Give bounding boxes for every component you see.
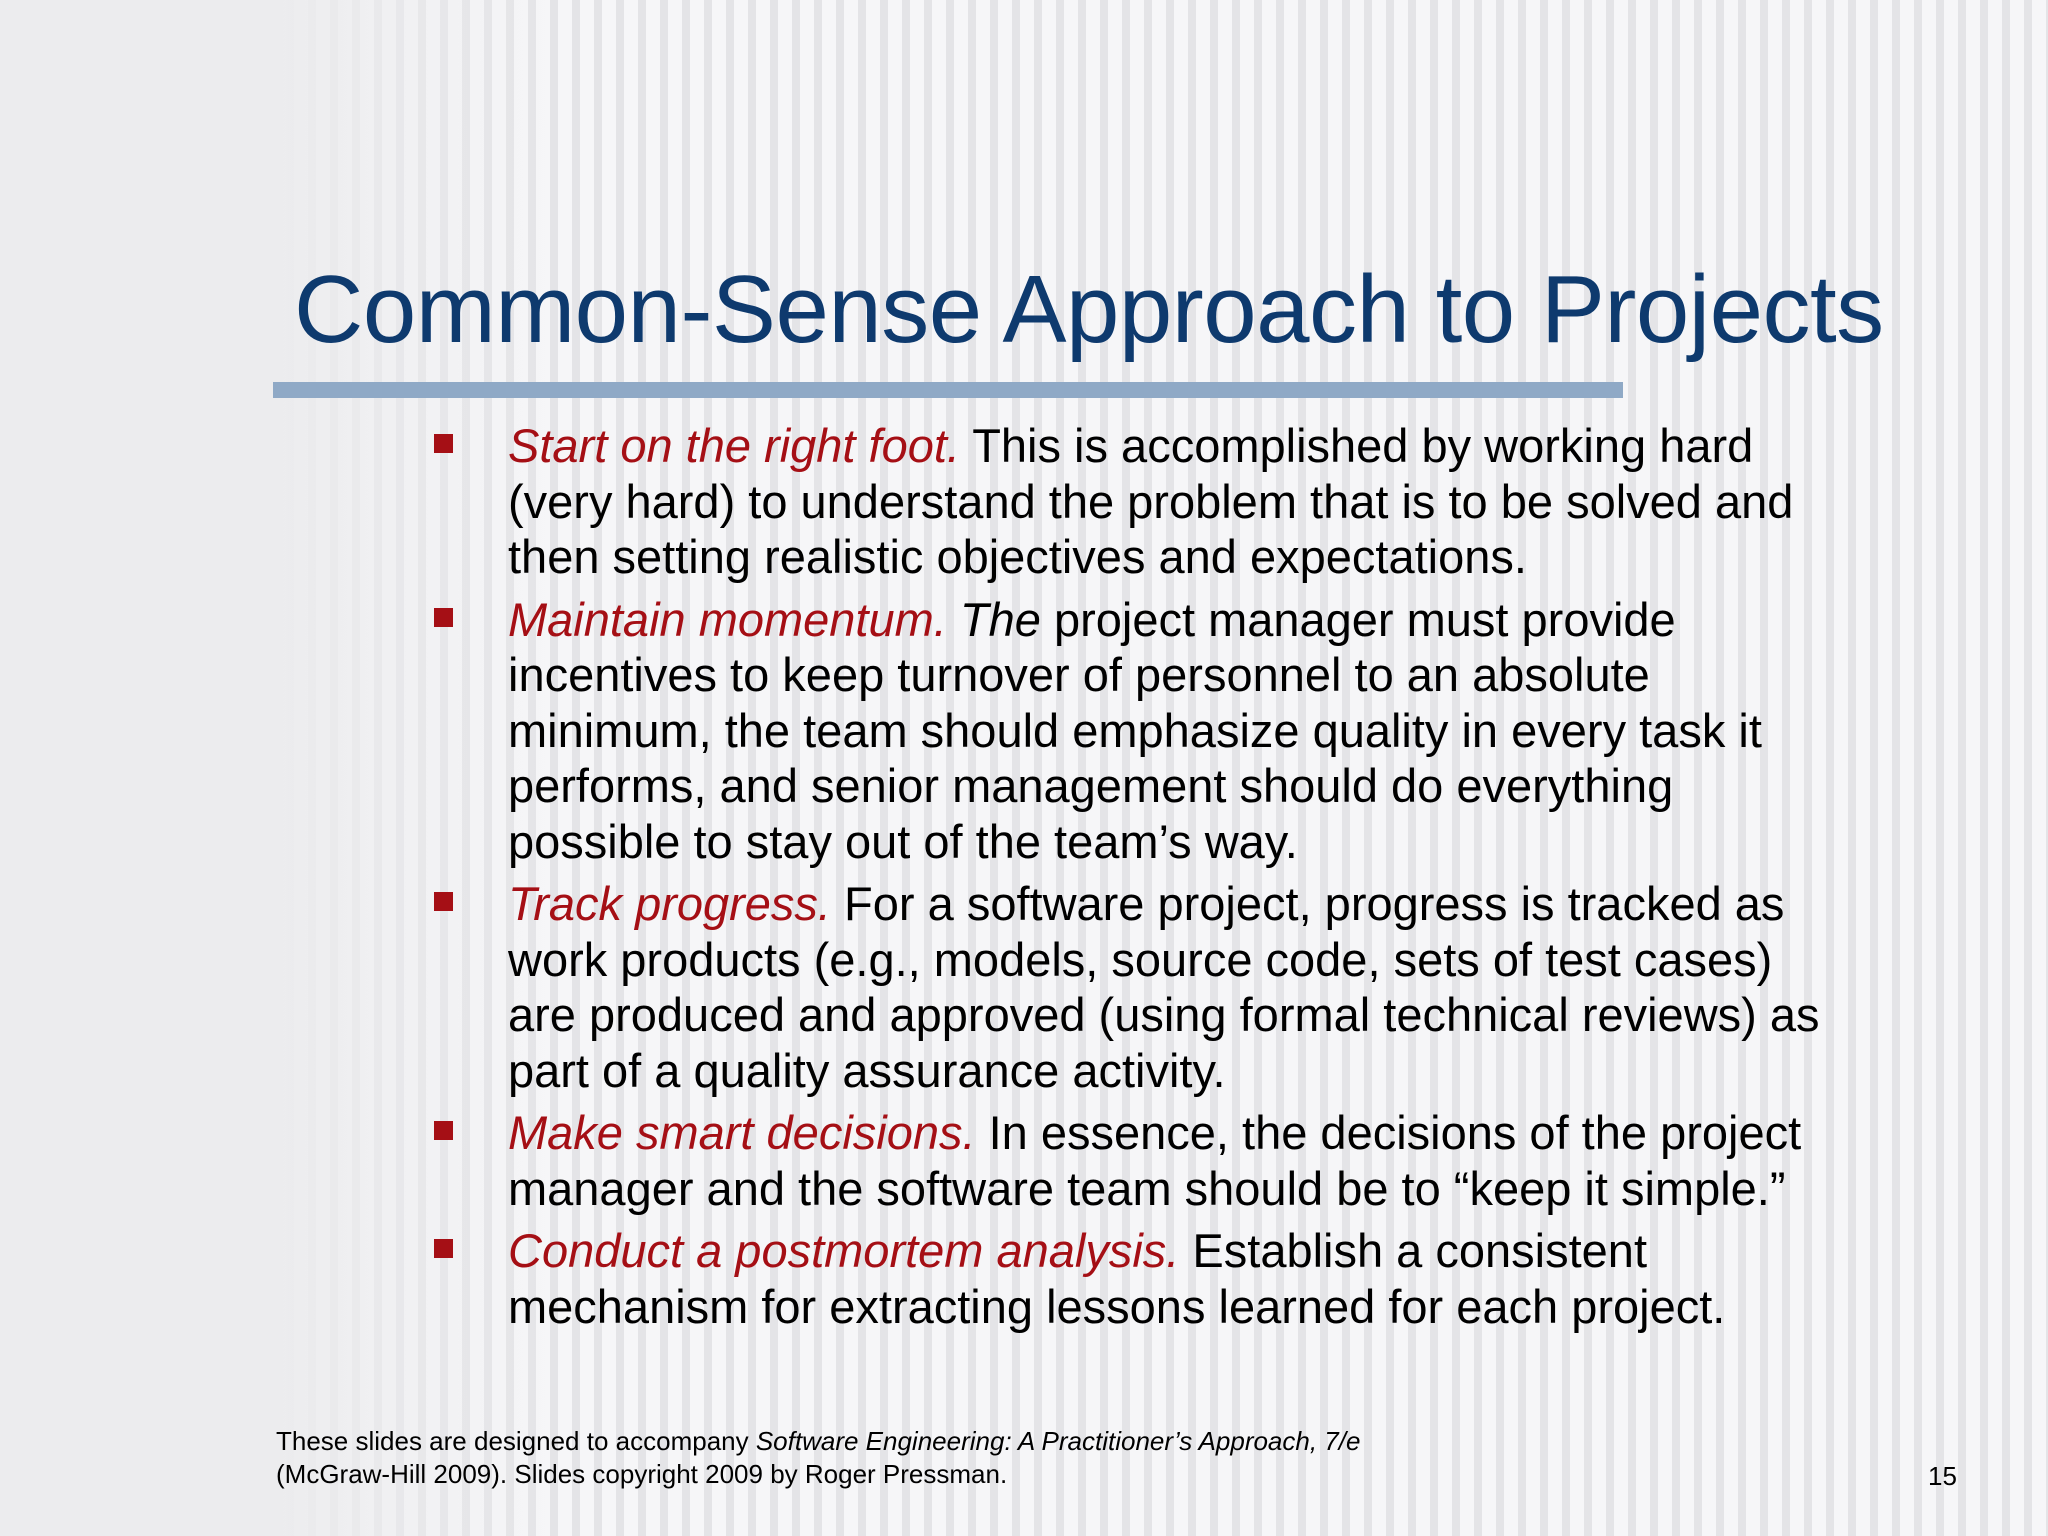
bullet-text-line: work products (e.g., models, source code, sets of test cases)	[508, 932, 1773, 986]
bullet-text-line: then setting realistic objectives and expectations.	[508, 530, 1527, 583]
bullet-text-line: (very hard) to understand the problem that is to be solved and	[508, 474, 1794, 528]
square-bullet-icon	[434, 892, 453, 911]
bullet-lead-continuation: The	[946, 592, 1041, 646]
bullet-text-line: project manager must provide	[1040, 592, 1676, 646]
bullet-text-line: This is accomplished by working hard	[960, 419, 1754, 472]
left-panel-background	[0, 0, 272, 1536]
bullet-text-line: manager and the software team should be to “keep it simple.”	[508, 1161, 1786, 1215]
page-number: 15	[1928, 1461, 1957, 1491]
square-bullet-icon	[434, 434, 453, 453]
bullet-text-line: For a software project, progress is tracked as	[831, 877, 1785, 930]
bullet-list	[434, 418, 1994, 1341]
square-bullet-icon	[434, 1239, 453, 1258]
bullet-item-start-right-foot	[434, 418, 1994, 585]
bullet-item-postmortem	[434, 1223, 1994, 1334]
slide-title: Common-Sense Approach to Projects	[294, 256, 1884, 363]
bullet-item-smart-decisions	[434, 1105, 1994, 1216]
footer-copyright: (McGraw-Hill 2009). Slides copyright 2009 by Roger Pressman.	[276, 1459, 1008, 1489]
bullet-lead: Track progress.	[508, 877, 831, 930]
square-bullet-icon	[434, 1121, 453, 1140]
bullet-text-line: part of a quality assurance activity.	[508, 1043, 1226, 1097]
square-bullet-icon	[434, 608, 453, 627]
bullet-item-track-progress	[434, 876, 1994, 1098]
bullet-text-line: performs, and senior management should do everything	[508, 759, 1674, 812]
bullet-lead: Conduct a postmortem analysis.	[508, 1224, 1180, 1277]
bullet-item-maintain-momentum	[434, 592, 1994, 870]
bullet-text-line: possible to stay out of the team’s way.	[508, 814, 1298, 868]
bullet-lead: Maintain momentum.	[508, 592, 947, 646]
bullet-text-line: In essence, the decisions of the project	[975, 1106, 1802, 1159]
bullet-lead: Start on the right foot.	[508, 419, 960, 472]
bullet-text-line: incentives to keep turnover of personnel to an absolute	[508, 648, 1650, 701]
bullet-text-line: mechanism for extracting lessons learned for each project.	[508, 1279, 1726, 1333]
bullet-text-line: Establish a consistent	[1179, 1224, 1647, 1277]
bullet-text-line: minimum, the team should emphasize quality in every task it	[508, 703, 1762, 757]
bullet-lead: Make smart decisions.	[508, 1106, 976, 1159]
bullet-text-line: are produced and approved (using formal technical reviews) as	[508, 988, 1820, 1041]
slide-footer	[276, 1425, 1360, 1491]
title-underline-rule	[273, 382, 1623, 398]
footer-prefix: These slides are designed to accompany	[276, 1426, 756, 1456]
footer-book-title: Software Engineering: A Practitioner’s Approach, 7/e	[755, 1426, 1361, 1456]
